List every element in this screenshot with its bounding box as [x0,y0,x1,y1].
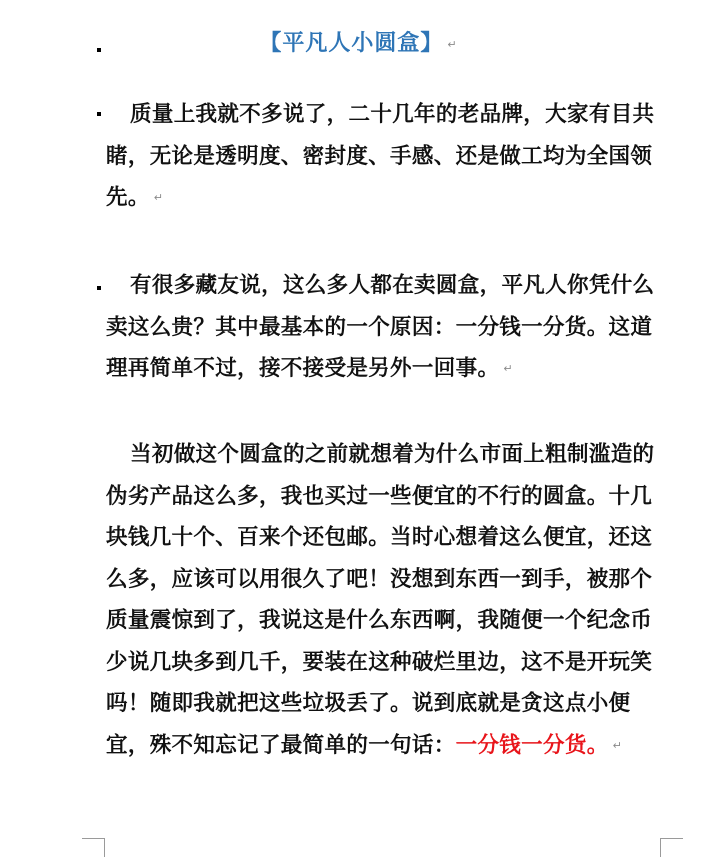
highlight-text: 一分钱一分货。 [455,732,609,758]
paragraph-mark: ↵ [612,738,623,752]
paragraph-text: 有很多藏友说，这么多人都在卖圆盒，平凡人你凭什么卖这么贵？其中最基本的一个原因：一分钱一分货。这道理再简单不过，接不接受是另外一回事。 [106,273,655,381]
paragraph-quality [106,94,662,219]
paragraph-text: 质量上我就不多说了，二十几年的老品牌，大家有目共睹，无论是透明度、密封度、手感、还是做工均为全国领先。 [106,102,655,210]
paragraph-mark: ↵ [503,362,513,376]
title-text: 【平凡人小圆盒】 [259,31,444,56]
paragraph-story [106,434,662,766]
paragraph-bullet [97,112,101,116]
paragraph-mark: ↵ [447,37,458,51]
document-title [0,26,717,57]
paragraph-mark: ↵ [153,191,164,205]
margin-corner-mark-left [82,838,105,857]
paragraph-price [106,265,662,390]
paragraph-text: 当初做这个圆盒的之前就想着为什么市面上粗制滥造的伪劣产品这么多，我也买过一些便宜的不行的圆盒。十几块钱几十个、百来个还包邮。当时心想着这么便宜，还这么多，应该可以用很久了吧！没想到东西一到手，被那个质量震惊到了，我说这是什么东西啊，我随便一个纪念币少说几块多到几千，要装在这种破烂里边，这不是开玩笑吗！随即我就把这些垃圾丢了。说到底就是贪这点小便宜，殊不知忘记了最简单的一句话： [106,442,655,758]
paragraph-bullet [97,286,101,290]
margin-corner-mark-right [660,838,683,857]
